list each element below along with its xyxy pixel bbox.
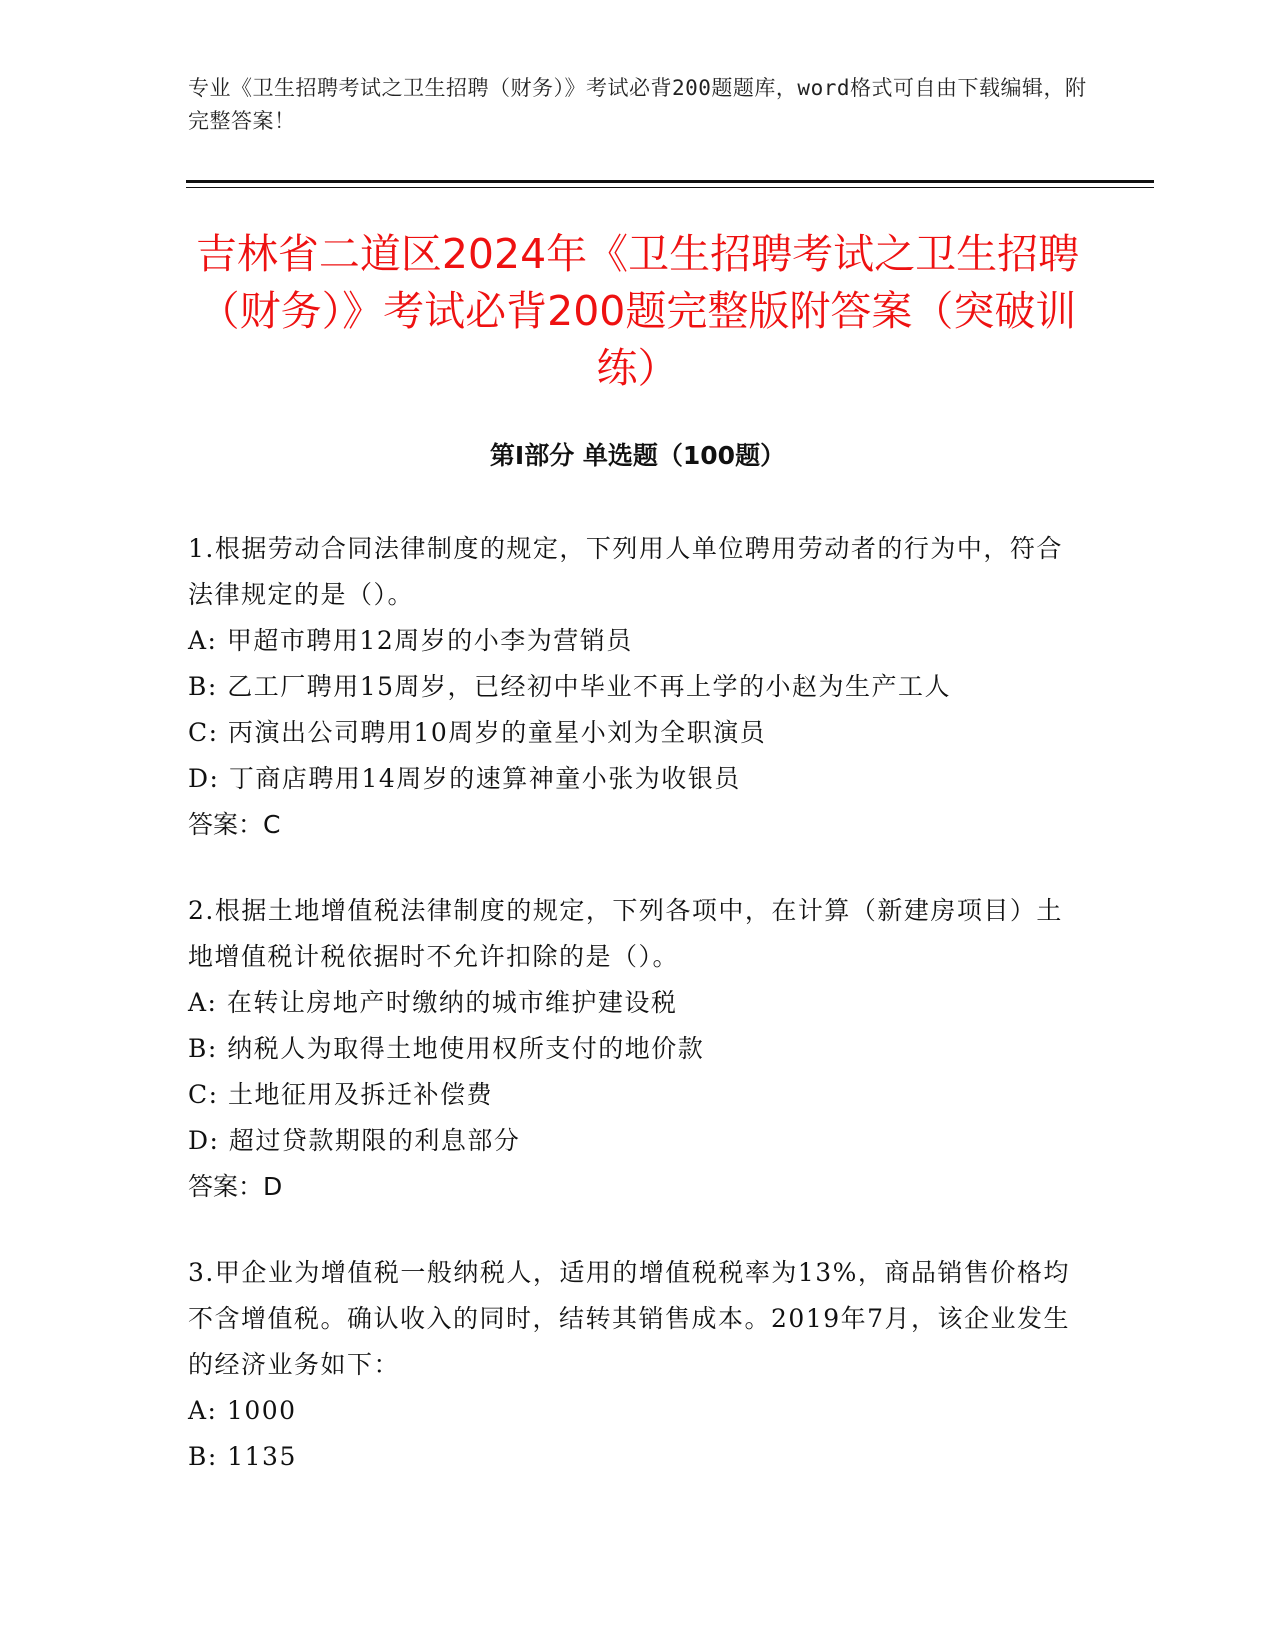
- document-title: 吉林省二道区2024年《卫生招聘考试之卫生招聘（财务）》考试必背200题完整版附答案（突破训练）: [195, 230, 1080, 392]
- option-c: C: 土地征用及拆迁补偿费: [188, 1080, 493, 1109]
- answer-label: 答案：C: [188, 810, 281, 839]
- question-block: [188, 526, 1088, 848]
- option-b: B: 纳税人为取得土地使用权所支付的地价款: [188, 1034, 705, 1063]
- header-note: 专业《卫生招聘考试之卫生招聘（财务）》考试必背200题题库，word格式可自由下载编辑，附完整答案！: [188, 76, 1087, 133]
- section-heading: 第Ⅰ部分 单选题（100题）: [489, 441, 786, 470]
- question-block: [188, 888, 1088, 1210]
- answer-label: 答案：D: [188, 1172, 283, 1201]
- option-a: A: 在转让房地产时缴纳的城市维护建设税: [188, 988, 678, 1017]
- header-divider: [186, 180, 1154, 183]
- question-block: [188, 1250, 1088, 1480]
- option-c: C: 丙演出公司聘用10周岁的童星小刘为全职演员: [188, 718, 767, 747]
- option-a: A: 1000: [188, 1396, 297, 1425]
- question-text: 3.甲企业为增值税一般纳税人，适用的增值税税率为13%，商品销售价格均不含增值税。确认收入的同时，结转其销售成本。2019年7月，该企业发生的经济业务如下：: [188, 1258, 1071, 1379]
- question-text: 2.根据土地增值税法律制度的规定，下列各项中，在计算（新建房项目）土地增值税计税依据时不允许扣除的是（）。: [188, 896, 1063, 971]
- option-a: A: 甲超市聘用12周岁的小李为营销员: [188, 626, 633, 655]
- option-b: B: 乙工厂聘用15周岁，已经初中毕业不再上学的小赵为生产工人: [188, 672, 952, 701]
- option-d: D: 超过贷款期限的利息部分: [188, 1126, 521, 1155]
- option-b: B: 1135: [188, 1442, 297, 1471]
- option-d: D: 丁商店聘用14周岁的速算神童小张为收银员: [188, 764, 741, 793]
- question-text: 1.根据劳动合同法律制度的规定，下列用人单位聘用劳动者的行为中，符合法律规定的是（）。: [188, 534, 1063, 609]
- header-divider-thin: [186, 187, 1154, 188]
